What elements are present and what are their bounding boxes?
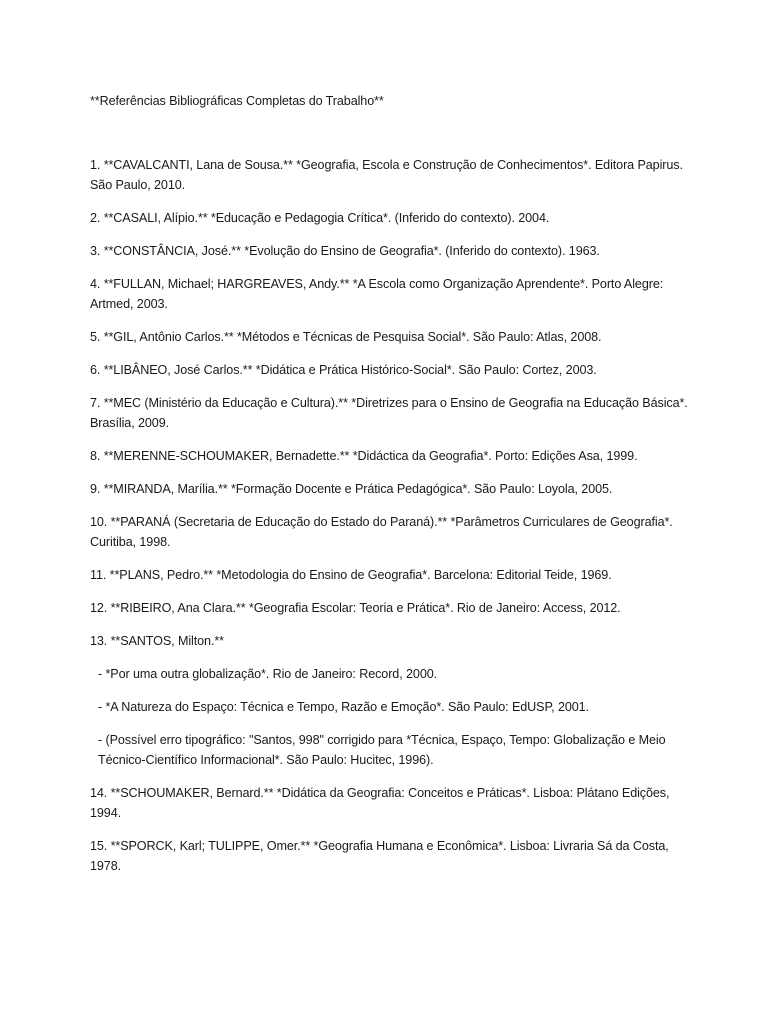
reference-item: 10. **PARANÁ (Secretaria de Educação do Estado do Paraná).** *Parâmetros Curriculares de Geografia*. Curitiba, 1998. [90,515,673,549]
reference-item: 9. **MIRANDA, Marília.** *Formação Docente e Prática Pedagógica*. São Paulo: Loyola, 2005. [90,482,613,496]
reference-subitem: - *Por uma outra globalização*. Rio de Janeiro: Record, 2000. [98,667,438,681]
reference-item: 2. **CASALI, Alípio.** *Educação e Pedagogia Crítica*. (Inferido do contexto). 2004. [90,211,550,225]
reference-item: 8. **MERENNE-SCHOUMAKER, Bernadette.** *Didáctica da Geografia*. Porto: Edições Asa, 1999. [90,449,638,463]
reference-item: 7. **MEC (Ministério da Educação e Cultura).** *Diretrizes para o Ensino de Geografia na Educação Básica*. Brasília, 2009. [90,396,688,430]
reference-item: 6. **LIBÂNEO, José Carlos.** *Didática e Prática Histórico-Social*. São Paulo: Cortez, 2003. [90,363,597,377]
reference-item: 12. **RIBEIRO, Ana Clara.** *Geografia Escolar: Teoria e Prática*. Rio de Janeiro: Access, 2012. [90,601,621,615]
document-title: **Referências Bibliográficas Completas do Trabalho** [90,94,384,108]
reference-item: 5. **GIL, Antônio Carlos.** *Métodos e Técnicas de Pesquisa Social*. São Paulo: Atlas, 2008. [90,330,602,344]
reference-item: 11. **PLANS, Pedro.** *Metodologia do Ensino de Geografia*. Barcelona: Editorial Teide, 1969. [90,568,612,582]
reference-item: 15. **SPORCK, Karl; TULIPPE, Omer.** *Geografia Humana e Econômica*. Lisboa: Livraria Sá da Costa, 1978. [90,839,669,873]
reference-item: 4. **FULLAN, Michael; HARGREAVES, Andy.** *A Escola como Organização Aprendente*. Porto Alegre: Artmed, 2003. [90,277,664,311]
reference-item: 1. **CAVALCANTI, Lana de Sousa.** *Geografia, Escola e Construção de Conhecimentos*. Editora Papirus. São Paulo, 2010. [90,158,683,192]
reference-item: 14. **SCHOUMAKER, Bernard.** *Didática da Geografia: Conceitos e Práticas*. Lisboa: Plátano Edições, 1994. [90,786,670,820]
reference-item: 3. **CONSTÂNCIA, José.** *Evolução do Ensino de Geografia*. (Inferido do contexto). 1963. [90,244,600,258]
reference-subitem: - (Possível erro tipográfico: "Santos, 998" corrigido para *Técnica, Espaço, Tempo: Globalização e Meio Técnico-Científico Informacional*. São Paulo: Hucitec, 1996). [98,733,666,767]
document-page [90,91,690,889]
reference-list [90,155,690,876]
reference-subitem: - *A Natureza do Espaço: Técnica e Tempo, Razão e Emoção*. São Paulo: EdUSP, 2001. [98,700,589,714]
reference-item: 13. **SANTOS, Milton.** [90,634,224,648]
